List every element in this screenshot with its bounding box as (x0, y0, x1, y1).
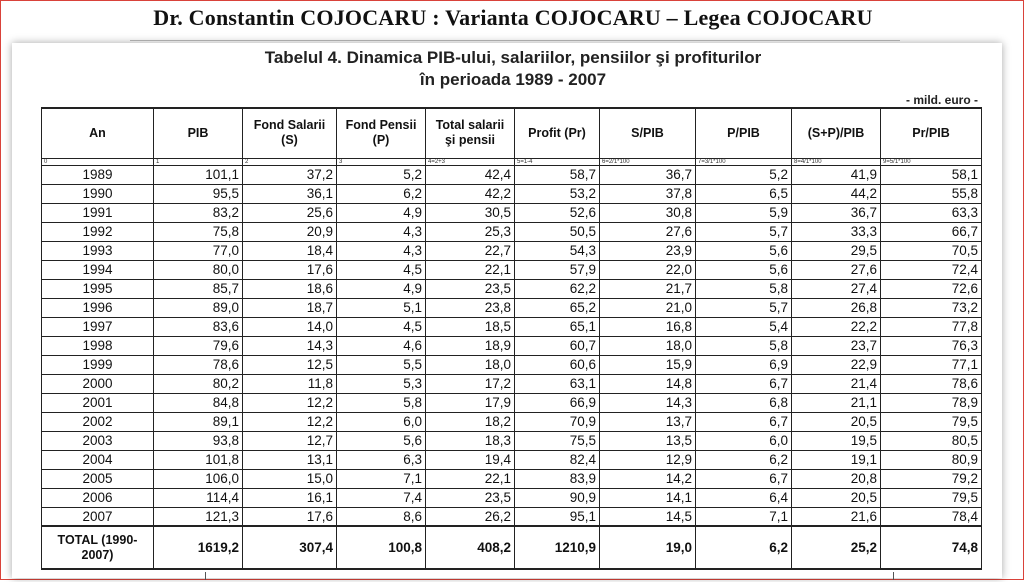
value-cell: 65,1 (515, 317, 600, 336)
table-row (42, 412, 982, 431)
value-cell: 6,5 (696, 184, 792, 203)
total-cell: 100,8 (337, 526, 426, 569)
value-cell: 14,5 (600, 507, 696, 526)
value-cell: 60,7 (515, 336, 600, 355)
formula-row (42, 158, 982, 165)
year-cell: 1991 (42, 203, 154, 222)
value-cell: 22,9 (792, 355, 881, 374)
value-cell: 13,7 (600, 412, 696, 431)
value-cell: 6,7 (696, 374, 792, 393)
table-row (42, 222, 982, 241)
value-cell: 12,2 (243, 393, 337, 412)
value-cell: 5,8 (337, 393, 426, 412)
value-cell: 5,5 (337, 355, 426, 374)
value-cell: 4,3 (337, 241, 426, 260)
table-row (42, 241, 982, 260)
value-cell: 6,9 (696, 355, 792, 374)
value-cell: 27,6 (792, 260, 881, 279)
value-cell: 12,9 (600, 450, 696, 469)
value-cell: 5,4 (696, 317, 792, 336)
value-cell: 37,2 (243, 165, 337, 184)
value-cell: 44,2 (792, 184, 881, 203)
value-cell: 36,7 (792, 203, 881, 222)
year-cell: 1997 (42, 317, 154, 336)
value-cell: 4,9 (337, 203, 426, 222)
value-cell: 18,5 (426, 317, 515, 336)
year-cell: 1994 (42, 260, 154, 279)
column-header-p-pib: P/PIB (696, 108, 792, 158)
formula-cell: 4=2+3 (426, 158, 515, 165)
value-cell: 23,8 (426, 298, 515, 317)
value-cell: 77,1 (881, 355, 982, 374)
total-cell: 25,2 (792, 526, 881, 569)
value-cell: 6,0 (696, 431, 792, 450)
table-row (42, 355, 982, 374)
value-cell: 19,4 (426, 450, 515, 469)
page-title: Dr. Constantin COJOCARU : Varianta COJOCARU – Legea COJOCARU (153, 5, 873, 30)
value-cell: 90,9 (515, 488, 600, 507)
value-cell: 14,2 (600, 469, 696, 488)
value-cell: 5,8 (696, 336, 792, 355)
value-cell: 77,0 (154, 241, 243, 260)
value-cell: 14,3 (243, 336, 337, 355)
value-cell: 22,0 (600, 260, 696, 279)
value-cell: 57,9 (515, 260, 600, 279)
value-cell: 17,6 (243, 507, 337, 526)
value-cell: 14,3 (600, 393, 696, 412)
year-cell: 2004 (42, 450, 154, 469)
value-cell: 79,6 (154, 336, 243, 355)
formula-cell: 3 (337, 158, 426, 165)
value-cell: 75,5 (515, 431, 600, 450)
table-body (42, 165, 982, 526)
value-cell: 21,0 (600, 298, 696, 317)
value-cell: 77,8 (881, 317, 982, 336)
value-cell: 60,6 (515, 355, 600, 374)
value-cell: 78,6 (154, 355, 243, 374)
value-cell: 6,0 (337, 412, 426, 431)
year-cell: 2001 (42, 393, 154, 412)
column-header-fond-pensii: Fond Pensii (P) (337, 108, 426, 158)
table-row (42, 203, 982, 222)
value-cell: 12,2 (243, 412, 337, 431)
formula-cell: 1 (154, 158, 243, 165)
value-cell: 79,2 (881, 469, 982, 488)
value-cell: 6,7 (696, 469, 792, 488)
value-cell: 7,1 (696, 507, 792, 526)
value-cell: 41,9 (792, 165, 881, 184)
value-cell: 78,6 (881, 374, 982, 393)
value-cell: 22,1 (426, 260, 515, 279)
value-cell: 52,6 (515, 203, 600, 222)
value-cell: 55,8 (881, 184, 982, 203)
table-header-row (42, 108, 982, 158)
total-cell: 19,0 (600, 526, 696, 569)
value-cell: 106,0 (154, 469, 243, 488)
value-cell: 95,5 (154, 184, 243, 203)
value-cell: 6,2 (337, 184, 426, 203)
table-row (42, 279, 982, 298)
value-cell: 4,5 (337, 260, 426, 279)
total-cell: 1210,9 (515, 526, 600, 569)
table-row (42, 317, 982, 336)
value-cell: 36,7 (600, 165, 696, 184)
value-cell: 14,8 (600, 374, 696, 393)
column-header-pib: PIB (154, 108, 243, 158)
value-cell: 20,5 (792, 412, 881, 431)
table-row (42, 336, 982, 355)
value-cell: 5,6 (337, 431, 426, 450)
page-edge-mark (893, 572, 894, 580)
value-cell: 14,1 (600, 488, 696, 507)
value-cell: 66,9 (515, 393, 600, 412)
formula-cell: 2 (243, 158, 337, 165)
value-cell: 5,6 (696, 260, 792, 279)
table-row (42, 450, 982, 469)
value-cell: 5,1 (337, 298, 426, 317)
formula-cell: 0 (42, 158, 154, 165)
column-header-sp-pib: (S+P)/PIB (792, 108, 881, 158)
total-cell: 307,4 (243, 526, 337, 569)
value-cell: 22,2 (792, 317, 881, 336)
year-cell: 1996 (42, 298, 154, 317)
value-cell: 15,0 (243, 469, 337, 488)
column-header-total-salarii-pensii: Total salarii şi pensii (426, 108, 515, 158)
formula-cell: 9=5/1*100 (881, 158, 982, 165)
value-cell: 26,2 (426, 507, 515, 526)
value-cell: 21,6 (792, 507, 881, 526)
value-cell: 89,1 (154, 412, 243, 431)
value-cell: 72,6 (881, 279, 982, 298)
value-cell: 5,7 (696, 222, 792, 241)
value-cell: 21,1 (792, 393, 881, 412)
value-cell: 6,3 (337, 450, 426, 469)
value-cell: 17,2 (426, 374, 515, 393)
value-cell: 18,4 (243, 241, 337, 260)
value-cell: 11,8 (243, 374, 337, 393)
value-cell: 82,4 (515, 450, 600, 469)
value-cell: 75,8 (154, 222, 243, 241)
value-cell: 23,9 (600, 241, 696, 260)
value-cell: 80,0 (154, 260, 243, 279)
value-cell: 25,6 (243, 203, 337, 222)
value-cell: 30,8 (600, 203, 696, 222)
value-cell: 114,4 (154, 488, 243, 507)
total-cell: 1619,2 (154, 526, 243, 569)
year-cell: 1992 (42, 222, 154, 241)
year-cell: 1993 (42, 241, 154, 260)
value-cell: 6,7 (696, 412, 792, 431)
table-row (42, 165, 982, 184)
value-cell: 36,1 (243, 184, 337, 203)
value-cell: 18,9 (426, 336, 515, 355)
value-cell: 5,2 (337, 165, 426, 184)
value-cell: 18,0 (426, 355, 515, 374)
value-cell: 70,5 (881, 241, 982, 260)
value-cell: 65,2 (515, 298, 600, 317)
value-cell: 12,7 (243, 431, 337, 450)
value-cell: 6,4 (696, 488, 792, 507)
table-title-line2: în perioada 1989 - 2007 (419, 70, 607, 89)
year-cell: 2003 (42, 431, 154, 450)
value-cell: 27,6 (600, 222, 696, 241)
value-cell: 25,3 (426, 222, 515, 241)
value-cell: 17,6 (243, 260, 337, 279)
value-cell: 22,1 (426, 469, 515, 488)
page-edge-mark (205, 572, 206, 580)
value-cell: 85,7 (154, 279, 243, 298)
year-cell: 1995 (42, 279, 154, 298)
value-cell: 29,5 (792, 241, 881, 260)
value-cell: 83,6 (154, 317, 243, 336)
value-cell: 73,2 (881, 298, 982, 317)
column-header-s-pib: S/PIB (600, 108, 696, 158)
value-cell: 14,0 (243, 317, 337, 336)
value-cell: 5,3 (337, 374, 426, 393)
table-row (42, 431, 982, 450)
value-cell: 37,8 (600, 184, 696, 203)
table-row (42, 298, 982, 317)
table-row (42, 469, 982, 488)
value-cell: 5,6 (696, 241, 792, 260)
value-cell: 83,9 (515, 469, 600, 488)
formula-cell: 8=4/1*100 (792, 158, 881, 165)
value-cell: 101,8 (154, 450, 243, 469)
value-cell: 5,8 (696, 279, 792, 298)
value-cell: 80,5 (881, 431, 982, 450)
value-cell: 76,3 (881, 336, 982, 355)
value-cell: 13,1 (243, 450, 337, 469)
year-cell: 1998 (42, 336, 154, 355)
unit-note: - mild. euro - (906, 93, 978, 107)
value-cell: 80,2 (154, 374, 243, 393)
value-cell: 20,8 (792, 469, 881, 488)
value-cell: 53,2 (515, 184, 600, 203)
year-cell: 1989 (42, 165, 154, 184)
column-header-an: An (42, 108, 154, 158)
value-cell: 7,4 (337, 488, 426, 507)
value-cell: 16,8 (600, 317, 696, 336)
value-cell: 19,1 (792, 450, 881, 469)
value-cell: 27,4 (792, 279, 881, 298)
value-cell: 23,5 (426, 488, 515, 507)
year-cell: 2002 (42, 412, 154, 431)
total-row (42, 526, 982, 569)
value-cell: 5,9 (696, 203, 792, 222)
value-cell: 121,3 (154, 507, 243, 526)
value-cell: 8,6 (337, 507, 426, 526)
value-cell: 4,3 (337, 222, 426, 241)
formula-cell: 7=3/1*100 (696, 158, 792, 165)
value-cell: 4,5 (337, 317, 426, 336)
table-row (42, 507, 982, 526)
value-cell: 18,2 (426, 412, 515, 431)
total-cell: 6,2 (696, 526, 792, 569)
column-header-pr-pib: Pr/PIB (881, 108, 982, 158)
table-row (42, 488, 982, 507)
value-cell: 80,9 (881, 450, 982, 469)
table-row (42, 374, 982, 393)
value-cell: 93,8 (154, 431, 243, 450)
value-cell: 63,1 (515, 374, 600, 393)
value-cell: 22,7 (426, 241, 515, 260)
value-cell: 54,3 (515, 241, 600, 260)
total-label: TOTAL (1990-2007) (42, 526, 154, 569)
value-cell: 58,1 (881, 165, 982, 184)
value-cell: 16,1 (243, 488, 337, 507)
value-cell: 5,7 (696, 298, 792, 317)
value-cell: 62,2 (515, 279, 600, 298)
value-cell: 66,7 (881, 222, 982, 241)
table-title (0, 47, 1026, 91)
value-cell: 21,7 (600, 279, 696, 298)
value-cell: 101,1 (154, 165, 243, 184)
formula-cell: 5=1-4 (515, 158, 600, 165)
value-cell: 26,8 (792, 298, 881, 317)
total-cell: 74,8 (881, 526, 982, 569)
title-divider (130, 40, 900, 41)
value-cell: 21,4 (792, 374, 881, 393)
year-cell: 1990 (42, 184, 154, 203)
value-cell: 79,5 (881, 488, 982, 507)
year-cell: 2000 (42, 374, 154, 393)
value-cell: 78,9 (881, 393, 982, 412)
value-cell: 6,2 (696, 450, 792, 469)
value-cell: 18,6 (243, 279, 337, 298)
value-cell: 17,9 (426, 393, 515, 412)
year-cell: 1999 (42, 355, 154, 374)
value-cell: 63,3 (881, 203, 982, 222)
value-cell: 72,4 (881, 260, 982, 279)
year-cell: 2006 (42, 488, 154, 507)
value-cell: 30,5 (426, 203, 515, 222)
value-cell: 15,9 (600, 355, 696, 374)
value-cell: 7,1 (337, 469, 426, 488)
value-cell: 20,5 (792, 488, 881, 507)
value-cell: 50,5 (515, 222, 600, 241)
table-title-line1: Tabelul 4. Dinamica PIB-ului, salariilor, pensiilor şi profiturilor (264, 48, 762, 67)
value-cell: 20,9 (243, 222, 337, 241)
value-cell: 70,9 (515, 412, 600, 431)
value-cell: 18,3 (426, 431, 515, 450)
table-row (42, 184, 982, 203)
value-cell: 89,0 (154, 298, 243, 317)
table-row (42, 260, 982, 279)
total-cell: 408,2 (426, 526, 515, 569)
value-cell: 42,4 (426, 165, 515, 184)
value-cell: 6,8 (696, 393, 792, 412)
value-cell: 18,0 (600, 336, 696, 355)
data-table (41, 107, 982, 570)
value-cell: 23,5 (426, 279, 515, 298)
value-cell: 83,2 (154, 203, 243, 222)
value-cell: 18,7 (243, 298, 337, 317)
column-header-fond-salarii: Fond Salarii (S) (243, 108, 337, 158)
value-cell: 33,3 (792, 222, 881, 241)
value-cell: 5,2 (696, 165, 792, 184)
formula-cell: 6=2/1*100 (600, 158, 696, 165)
value-cell: 4,9 (337, 279, 426, 298)
value-cell: 42,2 (426, 184, 515, 203)
column-header-profit: Profit (Pr) (515, 108, 600, 158)
value-cell: 78,4 (881, 507, 982, 526)
value-cell: 13,5 (600, 431, 696, 450)
year-cell: 2007 (42, 507, 154, 526)
value-cell: 12,5 (243, 355, 337, 374)
value-cell: 95,1 (515, 507, 600, 526)
value-cell: 58,7 (515, 165, 600, 184)
table-row (42, 393, 982, 412)
value-cell: 23,7 (792, 336, 881, 355)
value-cell: 84,8 (154, 393, 243, 412)
value-cell: 19,5 (792, 431, 881, 450)
value-cell: 79,5 (881, 412, 982, 431)
year-cell: 2005 (42, 469, 154, 488)
value-cell: 4,6 (337, 336, 426, 355)
